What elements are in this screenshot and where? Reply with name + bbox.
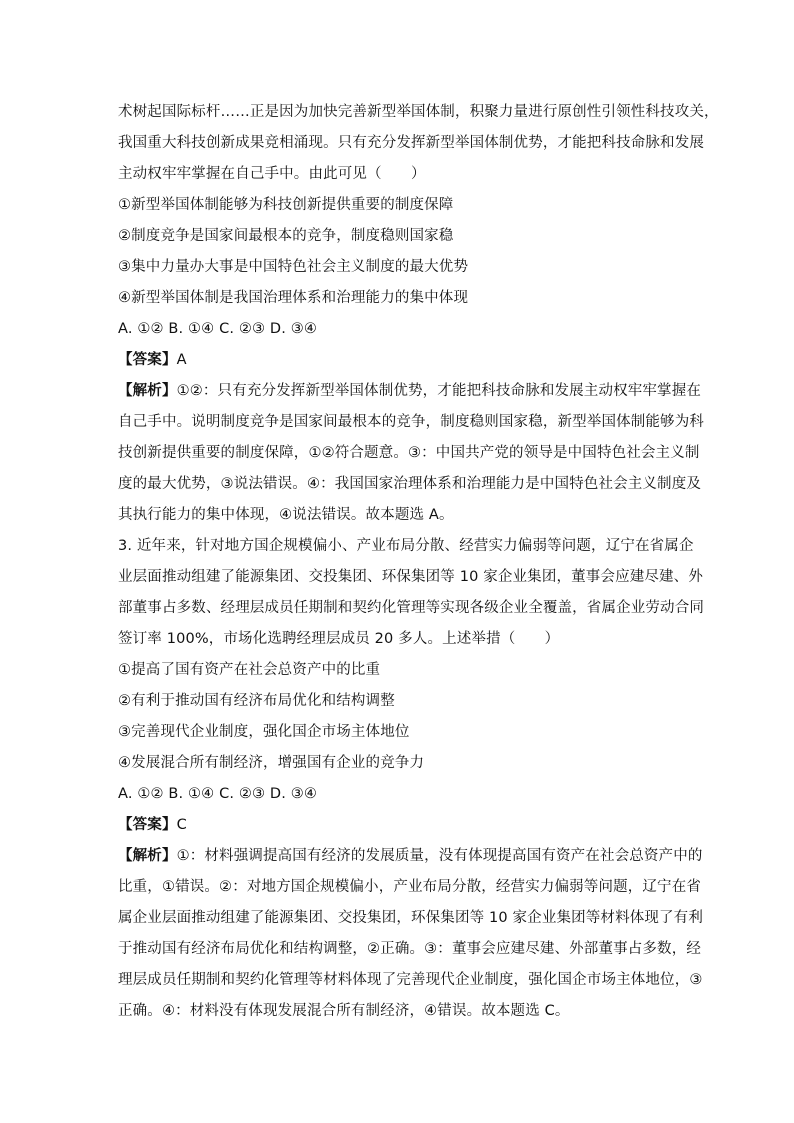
answer-value: C <box>176 817 187 833</box>
answer-line <box>118 810 678 841</box>
option-line: ①提高了国有资产在社会总资产中的比重 <box>118 662 381 678</box>
analysis-line <box>118 376 702 407</box>
question-2 <box>118 97 719 531</box>
question-stem-line: 业层面推动组建了能源集团、交投集团、环保集团等 10 家企业集团，董事会应建尽建、外 <box>118 569 703 585</box>
answer-line <box>118 345 678 376</box>
analysis-line: 其执行能力的集中体现，④说法错误。故本题选 A。 <box>118 507 454 523</box>
analysis-line: 正确。④：材料没有体现发展混合所有制经济，④错误。故本题选 C。 <box>118 1003 570 1019</box>
question-stem-line: 我国重大科技创新成果竞相涌现。只有充分发挥新型举国体制优势，才能把科技命脉和发展 <box>118 135 704 151</box>
analysis-text: ①：材料强调提高国有经济的发展质量，没有体现提高国有资产在社会总资产中的 <box>176 848 703 864</box>
option-line: ④发展混合所有制经济，增强国有企业的竞争力 <box>118 755 425 771</box>
analysis-line: 自己手中。说明制度竞争是国家间最根本的竞争，制度稳则国家稳，新型举国体制能够为科 <box>118 414 704 430</box>
question-stem-line: 签订率 100%，市场化选聘经理层成员 20 多人。上述举措（ ） <box>118 631 560 647</box>
option-line: ②有利于推动国有经济布局优化和结构调整 <box>118 693 395 709</box>
choices-line: A. ①② B. ①④ C. ②③ D. ③④ <box>118 786 318 802</box>
question-stem-line: 主动权牢牢掌握在自己手中。由此可见（ ） <box>118 166 426 182</box>
option-line: ②制度竞争是国家间最根本的竞争，制度稳则国家稳 <box>118 228 454 244</box>
choices-line: A. ①② B. ①④ C. ②③ D. ③④ <box>118 321 318 337</box>
option-line: ③集中力量办大事是中国特色社会主义制度的最大优势 <box>118 259 469 275</box>
analysis-line: 技创新提供重要的制度保障，①②符合题意。③：中国共产党的领导是中国特色社会主义制 <box>118 445 700 461</box>
option-line: ①新型举国体制能够为科技创新提供重要的制度保障 <box>118 197 454 213</box>
analysis-tag: 【解析】 <box>118 383 177 399</box>
answer-tag: 【答案】 <box>118 817 177 833</box>
analysis-line <box>118 841 703 872</box>
document-body <box>118 97 719 1027</box>
analysis-line: 理层成员任期制和契约化管理等材料体现了完善现代企业制度，强化国企市场主体地位，③ <box>118 972 703 988</box>
analysis-line: 比重，①错误。②：对地方国企规模偏小，产业布局分散，经营实力偏弱等问题，辽宁在省 <box>118 879 701 895</box>
analysis-line: 于推动国有经济布局优化和结构调整，②正确。③：董事会应建尽建、外部董事占多数，经 <box>118 941 701 957</box>
analysis-text: ①②：只有充分发挥新型举国体制优势，才能把科技命脉和发展主动权牢牢掌握在 <box>176 383 702 399</box>
analysis-tag: 【解析】 <box>118 848 177 864</box>
question-3 <box>118 531 704 1027</box>
answer-value: A <box>176 352 187 368</box>
analysis-line: 度的最大优势，③说法错误。④：我国国家治理体系和治理能力是中国特色社会主义制度及 <box>118 476 701 492</box>
question-stem-line: 术树起国际标杆……正是因为加快完善新型举国体制，积聚力量进行原创性引领性科技攻关， <box>118 104 719 120</box>
answer-tag: 【答案】 <box>118 352 177 368</box>
question-stem-line: 部董事占多数、经理层成员任期制和契约化管理等实现各级企业全覆盖，省属企业劳动合同 <box>118 600 704 616</box>
analysis-line: 属企业层面推动组建了能源集团、交投集团，环保集团等 10 家企业集团等材料体现了有利 <box>118 910 703 926</box>
option-line: ③完善现代企业制度，强化国企市场主体地位 <box>118 724 410 740</box>
question-stem-line: 3. 近年来，针对地方国企规模偏小、产业布局分散、经营实力偏弱等问题，辽宁在省属企 <box>118 538 694 554</box>
option-line: ④新型举国体制是我国治理体系和治理能力的集中体现 <box>118 290 469 306</box>
